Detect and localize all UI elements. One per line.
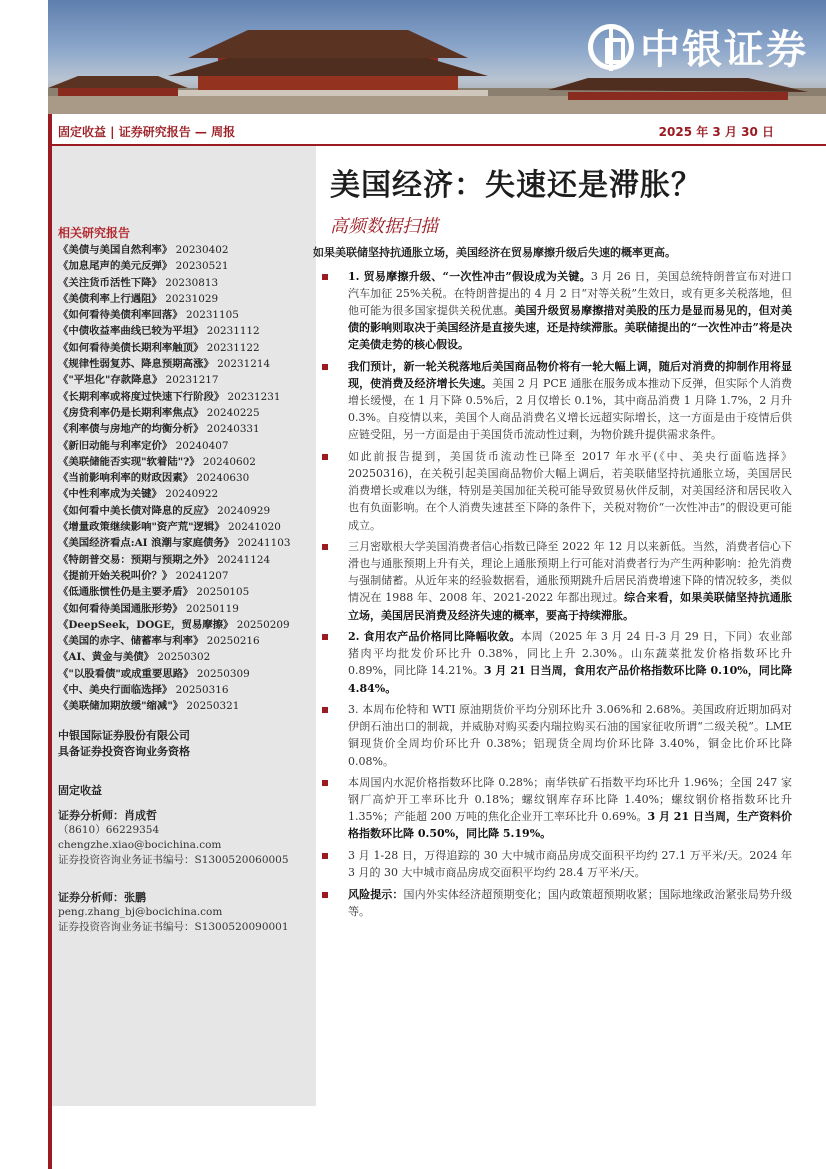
related-report-date: 20230402 [172, 244, 229, 256]
related-report-date: 20230813 [161, 276, 219, 289]
bullet-square-icon [322, 780, 328, 786]
related-report-date: 20231217 [162, 374, 219, 387]
bullet-text: 美国 2 月 PCE 通胀在服务成本推动下反弹，但实际个人消费增长缓慢，在 1 月下降 0.5%后，2 月仅增长 0.1%，其中商品消费 1 月降 1.7%，2 月升 0.3%。自疫情以来，美国个人商品消费名义增长远超实际增长，这一方面是由于疫情后供应链受阻，另一方面是由于美国货币流动性过剩，为物价跳升提供需求条件。 [348, 377, 792, 442]
report-header [52, 118, 826, 146]
related-report-date: 20250105 [193, 586, 250, 599]
bullet-square-icon [322, 454, 328, 460]
related-report-item[interactable] [58, 552, 316, 568]
related-report-item[interactable] [58, 584, 316, 600]
bullet-text: 3 月 1-28 日，万得追踪的 30 大中城市商品房成交面积平均约 27.1 万平米/天。2024 年 3 月的 30 大中城市商品房成交面积平均约 28.4 万平米/天。 [348, 849, 792, 880]
bullet-text: 如此前报告提到，美国货币流动性已降至 2017 年水平(《中、美央行面临选择》20250316)，在关税引起美国商品物价大幅上调后，若美联储坚持抗通胀立场，美国居民消费增长或难以为继，特别是美国加征关税可能导致贸易伙伴反制，对美国经济和居民收入也有负面影响。在个人消费失速甚至下降的条件下，关税对物价“一次性冲击”的假设更可能成立。 [348, 450, 792, 532]
related-reports-title: 相关研究报告 [58, 226, 131, 240]
analyst-cert: 证券投资咨询业务证书编号：S1300520060005 [58, 854, 289, 866]
related-reports-list [58, 242, 316, 715]
related-report-date: 20240922 [161, 488, 219, 501]
related-report-item[interactable] [58, 405, 316, 421]
related-report-date: 20250309 [193, 667, 250, 680]
bullet-emphasis: 美国升级贸易摩擦措对美股的压力是显而易见的，但对美债的影响则取决于美国经济是直接失速，还是持续滞胀。美联储提出的“一次性冲击”将是决定美债走势的核心假设。 [348, 304, 793, 352]
analyst-cert: 证券投资咨询业务证书编号：S1300520090001 [58, 921, 289, 933]
related-report-date: 20241020 [224, 521, 281, 534]
related-report-title: 《美联储加期放缓"缩减"》 [58, 700, 184, 713]
related-report-item[interactable] [58, 323, 316, 339]
analyst-name: 证券分析师：张鹏 [58, 891, 146, 904]
related-report-date: 20240331 [203, 423, 260, 436]
related-report-date: 20250216 [203, 635, 260, 648]
related-report-date: 20250209 [233, 618, 290, 631]
related-report-title: 《关注货币活性下降》 [58, 276, 162, 289]
summary-bullet [322, 701, 792, 769]
related-report-title: 《中债收益率曲线已较为平坦》 [58, 325, 204, 338]
bullet-square-icon [322, 364, 328, 370]
report-category: 固定收益 | 证券研究报告 — 周报 [58, 124, 236, 139]
bullet-emphasis: 2. 食用农产品价格同比降幅收敛。 [348, 630, 521, 644]
related-report-item[interactable] [58, 340, 316, 356]
bullet-square-icon [322, 634, 328, 640]
bullet-emphasis: 3 月 21 日当周，食用农产品价格指数环比降 0.10%，同比降 4.84%。 [348, 664, 792, 695]
related-report-date: 20240630 [193, 472, 250, 485]
report-date: 2025 年 3 月 30 日 [658, 124, 774, 139]
bullet-square-icon [322, 544, 328, 550]
related-report-title: 《美债与美国自然利率》 [58, 244, 173, 256]
related-report-title: 《规律性弱复苏、降息预期高涨》 [58, 358, 214, 371]
bullet-square-icon [322, 853, 328, 859]
bullet-text: 国内外实体经济超预期变化；国内政策超预期收紧；国际地缘政治紧张局势升级等。 [348, 887, 793, 919]
related-report-date: 20250316 [172, 684, 229, 697]
related-report-title: 《房贷利率仍是长期利率焦点》 [58, 406, 204, 419]
related-report-date: 20231105 [182, 309, 239, 322]
sidebar [52, 146, 316, 1106]
related-report-date: 20231029 [161, 292, 219, 305]
summary-bullet [322, 358, 792, 443]
related-report-item[interactable] [58, 389, 316, 405]
related-report-title: 《DeepSeek，DOGE，贸易摩擦》 [58, 618, 234, 631]
summary-bullet [322, 448, 792, 533]
related-report-date: 20241124 [213, 553, 271, 566]
analyst-email[interactable]: chengzhe.xiao@bocichina.com [58, 839, 222, 851]
bullet-emphasis: 3 月 21 日当周，生产资料价格指数环比降 0.50%，同比降 5.19%。 [348, 810, 792, 841]
bullet-emphasis: 我们预计，新一轮关税落地后美国商品物价将有一轮大幅上调，随后对消费的抑制作用将显现，使消费及经济增长失速。 [348, 360, 792, 391]
analyst-email[interactable]: peng.zhang_bj@bocichina.com [58, 906, 223, 918]
related-report-title: 《如何看待美债利率回落》 [58, 309, 183, 322]
related-report-title: 《长期利率或将度过快速下行阶段》 [58, 390, 225, 403]
related-report-item[interactable] [58, 535, 316, 551]
related-report-date: 20231214 [213, 358, 271, 371]
related-report-date: 20240407 [172, 439, 229, 452]
related-report-item[interactable] [58, 519, 316, 535]
related-report-title: 《美国的赤字、储蓄率与利率》 [58, 635, 204, 648]
bullet-square-icon [322, 274, 328, 280]
related-report-title: 《如何看中美长债对降息的反应》 [58, 504, 214, 517]
related-report-date: 20241207 [172, 569, 229, 582]
bullet-emphasis: 综合来看，如果美联储坚持抗通胀立场，美国居民消费及经济失速的概率，要高于持续滞胀。 [348, 591, 792, 622]
report-title: 美国经济：失速还是滞胀？ [330, 168, 702, 203]
related-report-title: 《中、美央行面临选择》 [58, 684, 173, 697]
report-subtitle: 高频数据扫描 [330, 216, 438, 237]
related-report-title: 《利率债与房地产的均衡分析》 [58, 423, 204, 436]
brand-logo [588, 18, 808, 75]
related-report-item[interactable] [58, 666, 316, 682]
related-report-item[interactable] [58, 258, 316, 274]
bullet-text: 3 月 26 日，美国总统特朗普宣布对进口汽车加征 25%关税。在特朗普提出的 4 月 2 日“对等关税”生效日，或有更多关税落地，但他可能为很多国家提供关税优惠。 [348, 270, 793, 318]
company-info [58, 728, 190, 760]
analyst-name: 证券分析师：肖成哲 [58, 809, 157, 822]
related-report-date: 20250321 [183, 700, 240, 713]
related-report-item[interactable] [58, 438, 316, 454]
report-lead: 如果美联储坚持抗通胀立场，美国经济在贸易摩擦升级后失速的概率更高。 [313, 246, 676, 259]
related-report-date: 20231122 [203, 341, 260, 354]
analyst-card [58, 808, 289, 868]
company-name: 中银国际证券股份有限公司 [58, 729, 190, 742]
summary-bullet [322, 628, 792, 696]
bullet-emphasis: 风险提示： [348, 887, 404, 901]
related-report-item[interactable] [58, 601, 316, 617]
bullet-text: 3. 本周布伦特和 WTI 原油期货价平均分别环比升 3.06%和 2.68%。美国政府近期加码对伊朗石油出口的制裁，并威胁对购买委内瑞拉购买石油的国家征收所谓“二级关税”。LME 铜现货价全周均价环比升 0.38%；铝现货全周均价环比降 3.40%，铜金比价环比降 0.08%。 [348, 703, 792, 768]
summary-bullet [322, 538, 792, 623]
related-report-date: 20231231 [224, 390, 281, 403]
related-report-item[interactable] [58, 454, 316, 470]
related-report-title: 《加息尾声的美元反弹》 [58, 260, 173, 273]
related-report-title: 《低通胀惯性仍是主要矛盾》 [58, 586, 194, 599]
related-report-item[interactable] [58, 275, 316, 291]
related-report-item[interactable] [58, 421, 316, 437]
brand-name: 中银证券 [640, 27, 808, 73]
section-tag: 固定收益 [58, 784, 102, 797]
related-report-title: 《美联储能否实现"软着陆"?》 [58, 455, 200, 468]
bullet-square-icon [322, 892, 328, 898]
related-report-date: 20250119 [182, 602, 239, 615]
related-report-date: 20240602 [199, 455, 256, 468]
related-report-item[interactable] [58, 698, 316, 714]
related-report-date: 20240929 [213, 504, 271, 517]
related-report-title: 《美债利率上行遇阻》 [58, 292, 162, 305]
summary-bullet [322, 774, 792, 842]
bullet-text: 三月密歇根大学美国消费者信心指数已降至 2022 年 12 月以来新低。当然，消费者信心下滑也与通胀预期上升有关，理论上通胀预期上行可能对消费者行为产生两种影响：抢先消费与强制储蓄。从近年来的经验数据看，通胀预期跳升后居民消费增速下降的情况较多，类似情况在 1988 年、2008 年、2021-2022 年都出现过。 [348, 540, 792, 605]
related-report-item[interactable] [58, 356, 316, 372]
related-report-item[interactable] [58, 633, 316, 649]
related-report-title: 《"以股看债"或成重要思路》 [58, 667, 194, 680]
related-report-title: 《"平坦化"存款降息》 [58, 374, 163, 387]
related-report-title: 《新旧动能与利率定价》 [58, 439, 173, 452]
related-report-item[interactable] [58, 486, 316, 502]
summary-bullet [322, 886, 792, 920]
related-report-title: 《美国经济看点:AI 浪潮与家庭债务》 [58, 537, 235, 550]
related-report-date: 20231112 [203, 325, 260, 338]
related-report-title: 《如何看待美国通胀形势》 [58, 602, 183, 615]
bullet-square-icon [322, 707, 328, 713]
related-report-item[interactable] [58, 372, 316, 388]
bullet-emphasis: 1. 贸易摩擦升级、“一次性冲击”假设成为关键。 [348, 270, 591, 283]
bullet-text: 本周（2025 年 3 月 24 日-3 月 29 日，下同）农业部猪肉平均批发价环比升 0.38%，同比上升 2.30%。山东蔬菜批发价格指数环比升 0.89%，同比降 14.21%。 [348, 630, 792, 678]
company-license: 具备证券投资咨询业务资格 [58, 745, 190, 758]
boc-logo-icon [588, 24, 634, 70]
analyst-card [58, 890, 289, 935]
related-report-date: 20241103 [234, 537, 291, 550]
related-report-title: 《增量政策继续影响"资产荒"逻辑》 [58, 521, 225, 534]
related-report-title: 《当前影响利率的财政因素》 [58, 472, 194, 485]
related-report-item[interactable] [58, 307, 316, 323]
header-banner-image [48, 0, 826, 114]
related-report-date: 20230521 [172, 260, 229, 273]
related-report-date: 20240225 [203, 406, 260, 419]
related-report-item[interactable] [58, 470, 316, 486]
related-report-title: 《AI、黄金与美债》 [58, 651, 155, 664]
related-report-item[interactable] [58, 682, 316, 698]
related-report-title: 《提前开始关税叫价？》 [58, 569, 173, 582]
analyst-phone: （8610）66229354 [58, 824, 160, 836]
related-report-title: 《特朗普交易：预期与预期之外》 [58, 553, 214, 566]
related-report-item[interactable] [58, 617, 316, 633]
related-report-title: 《中性利率成为关键》 [58, 488, 162, 501]
related-report-item[interactable] [58, 291, 316, 307]
related-report-item[interactable] [58, 503, 316, 519]
summary-bullets [322, 268, 792, 925]
related-report-item[interactable] [58, 568, 316, 584]
related-report-item[interactable] [58, 649, 316, 665]
summary-bullet [322, 847, 792, 881]
related-report-date: 20250302 [154, 651, 211, 664]
related-report-title: 《如何看待美债长期利率触顶》 [58, 341, 204, 354]
summary-bullet [322, 268, 792, 353]
related-report-item[interactable] [58, 242, 316, 258]
bullet-text: 本周国内水泥价格指数环比降 0.28%；南华铁矿石指数平均环比升 1.96%；全国 247 家钢厂高炉开工率环比升 0.18%；螺纹钢库存环比降 1.40%；螺纹钢价格指数环比升 1.35%；产能超 200 万吨的焦化企业开工率环比升 0.69%。 [348, 776, 792, 824]
